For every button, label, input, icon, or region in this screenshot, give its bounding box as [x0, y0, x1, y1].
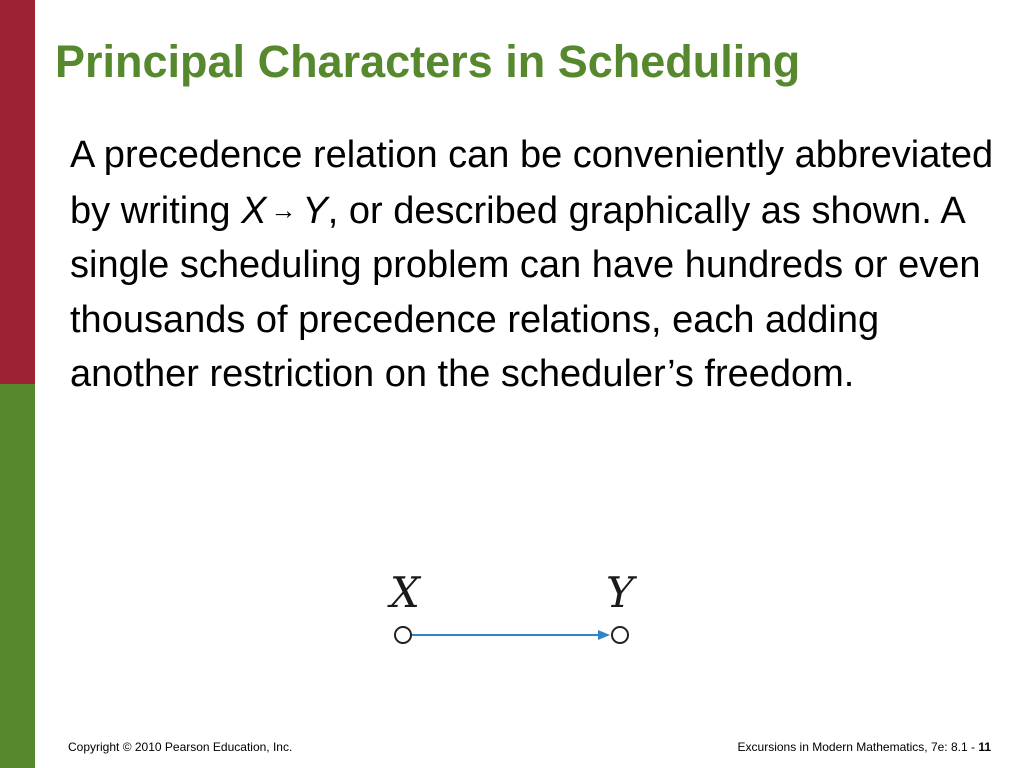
footer-source — [738, 740, 991, 754]
inline-var-x: X — [241, 189, 267, 232]
accent-bar-top — [0, 0, 35, 384]
body-paragraph — [70, 128, 1000, 402]
accent-bar-bottom — [0, 384, 35, 768]
footer-source-text: Excursions in Modern Mathematics, 7e: 8.1 - — [737, 740, 979, 754]
body-text-part2: , or described graphically as shown. A single scheduling problem can have hundreds or even thousands of precedence relations, each adding another restriction on the scheduler’s freedom. — [70, 189, 981, 395]
node-x-label: X — [390, 568, 420, 617]
inline-arrow-icon: → — [270, 194, 297, 225]
inline-var-y: Y — [302, 189, 328, 232]
footer-copyright: Copyright © 2010 Pearson Education, Inc. — [68, 740, 293, 754]
body-text-part1: A precedence relation can be conveniently abbreviated by writing — [70, 134, 994, 232]
precedence-diagram — [380, 565, 660, 655]
slide-title: Principal Characters in Scheduling — [55, 36, 801, 87]
node-x — [395, 627, 411, 643]
node-y-label: Y — [606, 568, 634, 617]
page-number: 11 — [978, 740, 991, 754]
node-y — [612, 627, 628, 643]
